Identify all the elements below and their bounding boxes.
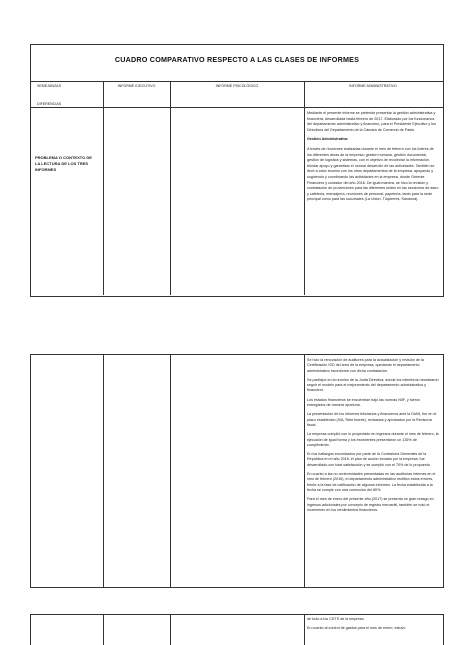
column-divider (103, 355, 104, 587)
paragraph: Se participó en la reunión de la Junta Directiva, donde los miembros necesitaron seguir el modelo para el mejoramiento del departamento administrativo y financiero. (307, 377, 439, 393)
comparison-table (30, 44, 444, 297)
column-divider (304, 81, 305, 295)
section-heading: Gestión Administrativa: (307, 137, 349, 142)
column-divider (103, 615, 104, 645)
comparison-table-continued (30, 614, 444, 645)
column-divider (304, 355, 305, 587)
paragraph: Se hizo la renovación de auditores para la actualización y revisión de la Certificación ISO del área de la empresa, quedando el departamento administrativo inconforme con dicha contratación. (307, 358, 424, 373)
table-divider (31, 107, 443, 108)
header-informe-administrativo: INFORME ADMINISTRATIVO (349, 84, 397, 88)
comparison-table-continued (30, 354, 444, 588)
paragraph: La empresa cumplió con lo proyectado en ingresos durante el mes de febrero, la ejecución de igual forma y los excedentes presentaron un 135% de cumplimiento. (307, 432, 439, 447)
header-informe-ejecutivo: INFORME EJECUTIVO (117, 84, 156, 88)
header-semejanzas: SEMEJANZAS (37, 84, 61, 88)
paragraph: Los estados financieros se encuentran bajo las normas NIIF, y fueron entregados de manera oportuna. (307, 397, 421, 408)
table-divider (31, 81, 443, 82)
paragraph: A través de reuniones realizadas durante el mes de febrero con los líderes de los diferentes áreas de la empresa; gestión humana, gestión documental, gestión de logística y sistemas, con el objetivo de recolectar la información, brindar apoyo y garantizar el normal desarrollo de las actividades. También se llevó a cabo reunión con los otros departamentos de la empresa, apoyando y sugiriendo y coordinando las actividades en la empresa, donde Gerente Financiero y contador del año 2016. De igual manera, se hizo la revisión y contratación de proveedores para las diferentes sedes en las secciones de aseo y cafetería, mensajería, reuniones de personal, papelería; tanto para la sede principal como para las sucursales (La Unión, Túquerres, Sandoná). (307, 146, 439, 202)
column-divider (304, 615, 305, 645)
row-label-problema: PROBLEMA O CONTEXTO DE LA LECTURA DE LOS TRES INFORMES (35, 155, 92, 173)
page-title: CUADRO COMPARATIVO RESPECTO A LAS CLASES DE INFORMES (114, 55, 360, 64)
header-diferencias: DIFERENCIAS (37, 102, 62, 106)
column-divider (170, 355, 171, 587)
administrativo-cell (307, 358, 439, 517)
paragraph: Para el mes de enero del presente año (2017) se presenta un gran rezago en ingresos adicionales por concepto de registro mercantil, también se notó el incremento en los rendimientos financieros. (307, 497, 434, 512)
paragraph: Mediante el presente informe se pretende presentar la gestión administrativa y financiera, desarrollada hasta febrero de 2017. Elaborado por los funcionarios del departamento administrativo y financiero, para el Presidente Ejecutivo y los Directivos del Departamento de la Cámara de Comercio de Pasto. (307, 111, 436, 132)
paragraph: En cuanto a las no conformidades presentadas en las auditorías internas en el mes de febrero (2016), el departamento administrativo rectificó estos errores, frente a la fase de calificación de algunos informes. La fecha establecida a la fecha se cumple con una corrección del 80%. (307, 472, 436, 492)
column-divider (103, 81, 104, 295)
administrativo-cell (307, 617, 439, 636)
header-informe-psicologico: INFORME PSICOLÓGICO (215, 84, 259, 88)
paragraph: La presentación de los informes tributarios y financieros ante la DIAN, fue en el plazo establecido (IVA, Rete fuente), revisados y aprobados por la Revisoría fiscal. (307, 412, 437, 427)
paragraph: En los hallazgos encontrados por parte de la Contraloría Generales de la República en el año 2016, el plan de acción tomado por la empresa, fue desarrollado con total satisfacción y se cumplió con el 70% de lo propuesto. (307, 452, 431, 467)
column-divider (170, 615, 171, 645)
administrativo-cell (307, 111, 439, 207)
column-divider (170, 81, 171, 295)
paragraph: En cuanto al control de gastos para el mes de enero, estuvo (307, 626, 406, 631)
paragraph: de todo a los CDTS de la empresa. (307, 617, 365, 621)
